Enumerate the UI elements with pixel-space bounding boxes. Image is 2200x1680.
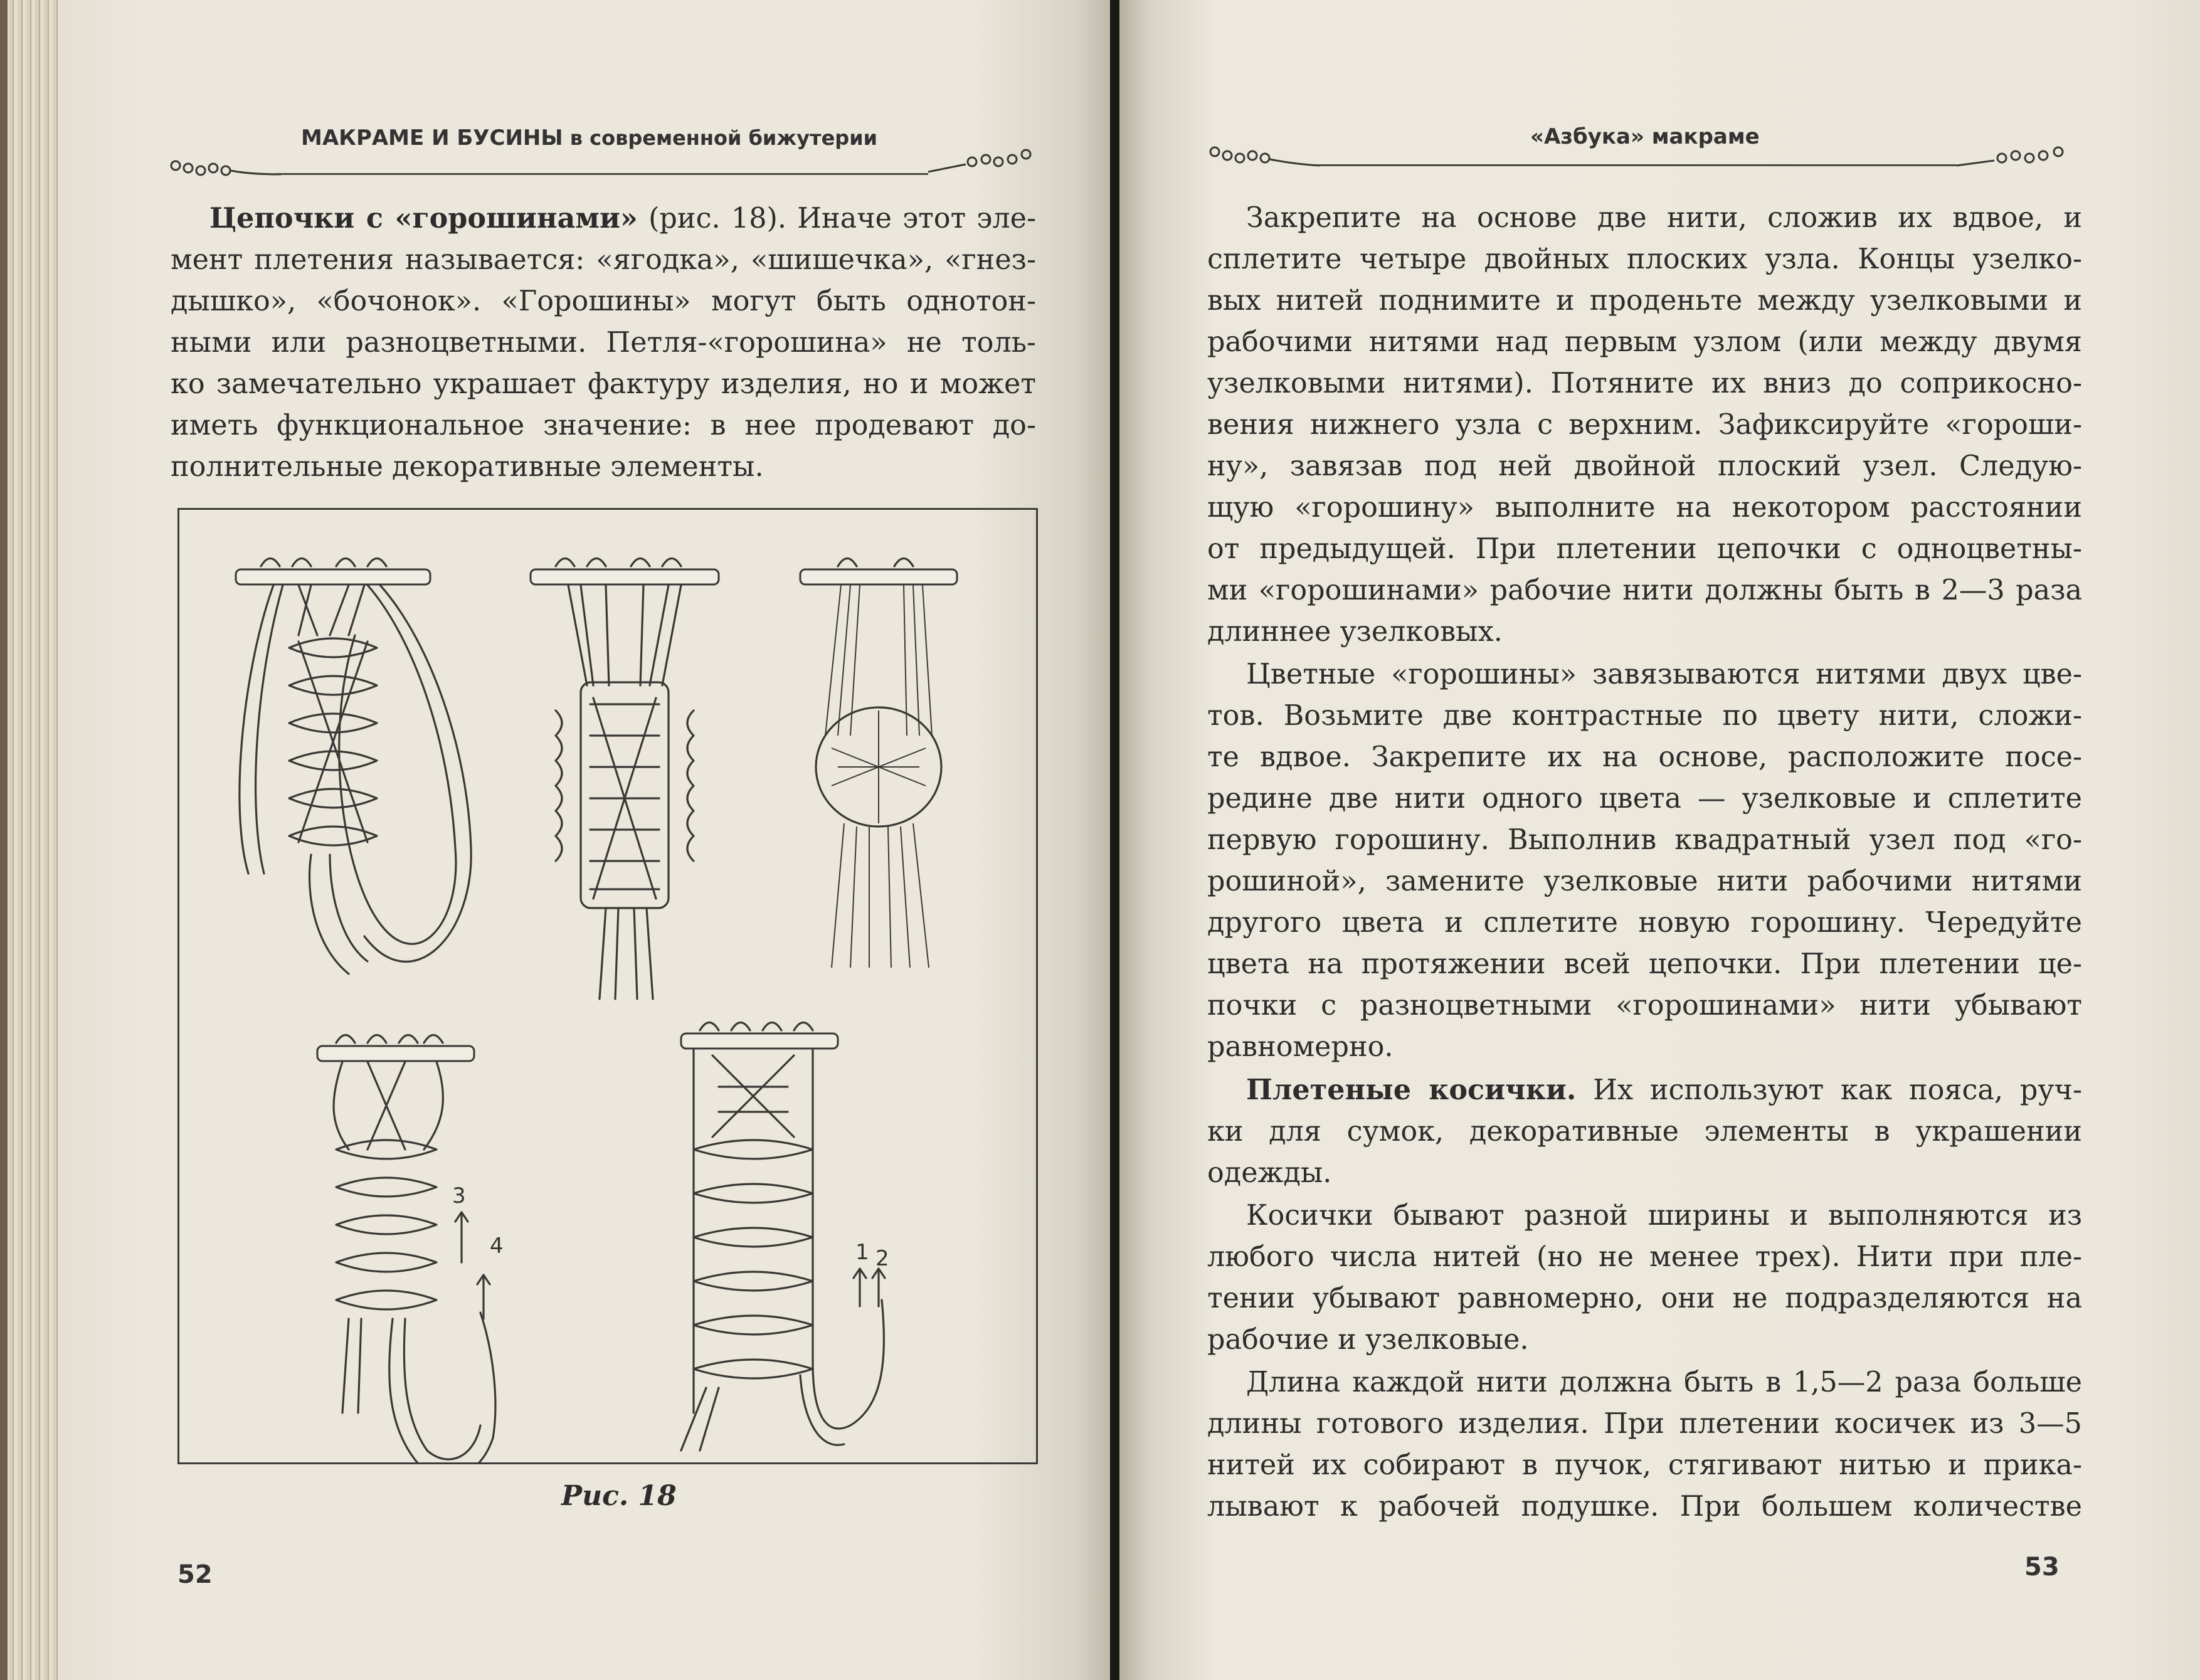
text-line: дышко», «бочонок». «Горошины» могут быть однотон- xyxy=(171,285,1036,317)
text-line: рабочими нитями над первым узлом (или между двумя xyxy=(1207,326,2082,358)
text-line: тов. Возьмите две контрастные по цвету нити, сложи- xyxy=(1207,700,2082,732)
knot-column xyxy=(289,638,377,845)
running-head-rest: в современной бижутерии xyxy=(563,126,878,150)
text-line: редине две нити одного цвета — узелковые и сплетите xyxy=(1207,783,2082,815)
paragraph-1 xyxy=(1207,198,2082,653)
text-line: полнительные декоративные элементы. xyxy=(171,451,764,483)
text-line: лывают к рабочей подушке. При большем количестве xyxy=(1207,1491,2082,1523)
right-head-rule xyxy=(1317,164,1957,166)
text-line: узелковыми нитями). Потяните их вниз до соприкосно- xyxy=(1207,367,2082,399)
text-line: рошиной», замените узелковые нити рабочими нитями xyxy=(1207,865,2082,897)
text-line: Закрепите на основе две нити, сложив их вдвое, и xyxy=(1246,202,2082,234)
left-head-rule xyxy=(276,173,928,175)
text-line: одежды. xyxy=(1207,1157,1332,1189)
text-line: ными или разноцветными. Петля-«горошина» не толь- xyxy=(171,327,1036,359)
text-line: мент плетения называется: «ягодка», «шишечка», «гнез- xyxy=(171,244,1036,276)
running-head-caps: МАКРАМЕ И БУСИНЫ xyxy=(301,125,563,151)
right-running-head: «Азбука» макраме xyxy=(1530,124,1760,149)
text-line: Плетеные косички. Их используют как пояса, руч- xyxy=(1246,1074,2082,1106)
text-line: первую горошину. Выполнив квадратный узел под «го- xyxy=(1207,824,2082,856)
macrame-illustration xyxy=(179,510,1036,1462)
figure-caption: Рис. 18 xyxy=(561,1480,677,1512)
macrame-sample-1 xyxy=(236,559,471,975)
figure-label-2: 2 xyxy=(875,1246,889,1271)
text-line: ну», завязав под ней двойной плоский узел. Следую- xyxy=(1207,450,2082,482)
right-ornament-right-icon xyxy=(1957,143,2076,171)
section-title-braids: Плетеные косички. xyxy=(1246,1074,1577,1106)
text-line: щую «горошину» выполните на некотором расстоянии xyxy=(1207,492,2082,524)
text-line: почки с разноцветными «горошинами» нити убывают xyxy=(1207,990,2082,1022)
text-line: длиннее узелковых. xyxy=(1207,616,1503,648)
text-line: вения нижнего узла с верхним. Зафиксируйте «гороши- xyxy=(1207,409,2082,441)
paragraph-3 xyxy=(1207,1069,2082,1194)
text-line: длины готового изделия. При плетении косичек из 3—5 xyxy=(1207,1408,2082,1440)
page-number-left: 52 xyxy=(177,1560,213,1589)
section-title: Цепочки с «горошинами» xyxy=(209,202,638,235)
text-line: Косички бывают разной ширины и выполняются из xyxy=(1246,1200,2082,1232)
text-line: иметь функциональное значение: в нее продевают до- xyxy=(171,409,1036,441)
macrame-sample-3 xyxy=(800,559,957,968)
left-running-head xyxy=(301,125,877,151)
figure-label-1: 1 xyxy=(855,1240,869,1265)
macrame-sample-2 xyxy=(531,559,719,1000)
paragraph-2 xyxy=(1207,654,2082,1068)
text-line: сплетите четыре двойных плоских узла. Концы узелко- xyxy=(1207,243,2082,275)
text-line: Цепочки с «горошинами» (рис. 18). Иначе этот эле- xyxy=(209,202,1036,235)
macrame-sample-5 xyxy=(681,1023,889,1451)
text-line: те вдвое. Закрепите их на основе, расположите посе- xyxy=(1207,741,2082,773)
text-line: ко замечательно украшает фактуру изделия, но и может xyxy=(171,368,1036,400)
text-line: Цветные «горошины» завязываются нитями двух цве- xyxy=(1246,658,2082,690)
left-ornament-icon xyxy=(168,154,281,179)
page-edges xyxy=(0,0,60,1680)
text-line: тении убывают равномерно, они не подразделяются на xyxy=(1207,1282,2082,1314)
right-ornament-icon xyxy=(1207,143,1320,171)
text-line: от предыдущей. При плетении цепочки с одноцветны- xyxy=(1207,533,2082,565)
text-line: Длина каждой нити должна быть в 1,5—2 раза больше xyxy=(1246,1366,2082,1398)
left-page-text xyxy=(171,198,1036,488)
figure-label-4: 4 xyxy=(490,1234,504,1259)
figure-label-3: 3 xyxy=(452,1183,466,1208)
text-line: другого цвета и сплетите новую горошину. Чередуйте xyxy=(1207,907,2082,939)
text-line: любого числа нитей (но не менее трех). Нити при пле- xyxy=(1207,1241,2082,1273)
text-line: равномерно. xyxy=(1207,1031,1394,1063)
book-cover-edge xyxy=(0,0,8,1680)
text-line: нитей их собирают в пучок, стягивают нитью и прика- xyxy=(1207,1449,2082,1481)
text-line: вых нитей поднимите и проденьте между узелковыми и xyxy=(1207,285,2082,317)
macrame-sample-4 xyxy=(317,1035,504,1463)
page-number-right: 53 xyxy=(2024,1553,2060,1582)
paragraph-5 xyxy=(1207,1362,2082,1528)
right-page-text xyxy=(1207,198,2082,1528)
text-line: ми «горошинами» рабочие нити должны быть в 2—3 раза xyxy=(1207,574,2082,606)
text-line: ки для сумок, декоративные элементы в украшении xyxy=(1207,1116,2082,1148)
left-ornament-right-icon xyxy=(928,145,1041,173)
text-line: цвета на протяжении всей цепочки. При плетении це- xyxy=(1207,948,2082,980)
text-line: рабочие и узелковые. xyxy=(1207,1324,1529,1356)
figure-18-frame xyxy=(177,508,1038,1464)
paragraph-4 xyxy=(1207,1195,2082,1361)
